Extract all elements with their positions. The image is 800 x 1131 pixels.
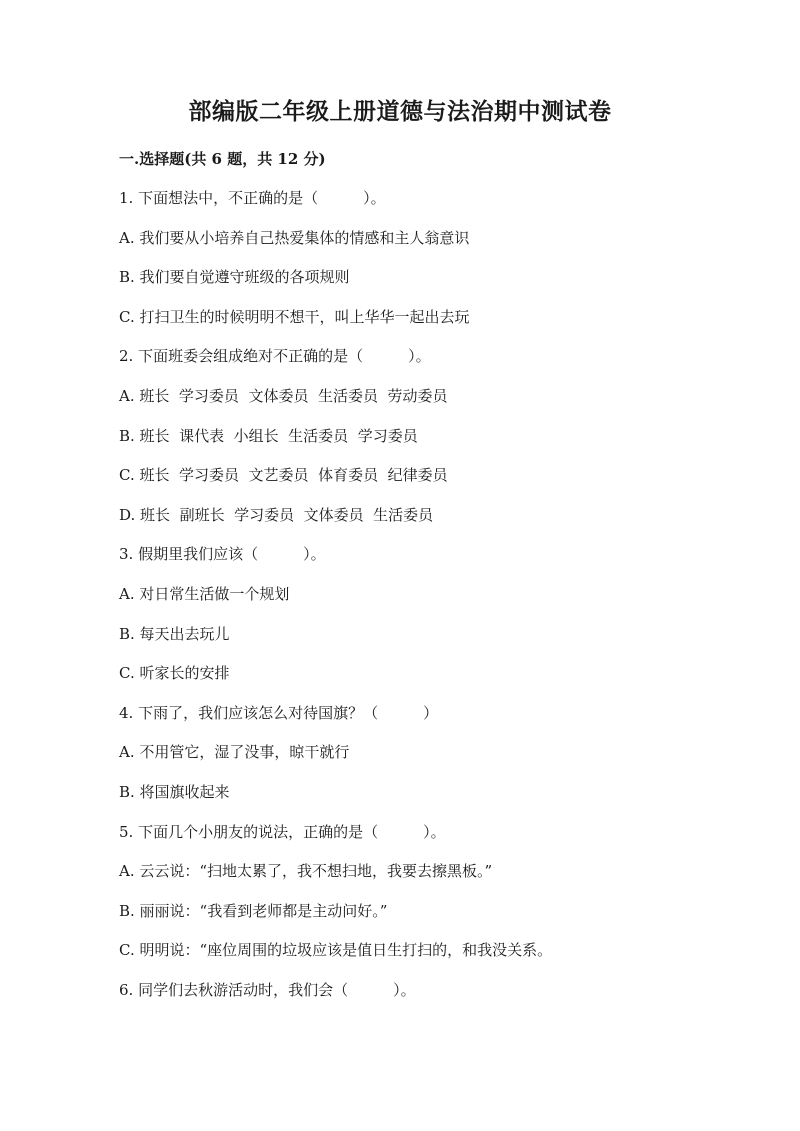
question-5-option-c: C. 明明说：“座位周围的垃圾应该是值日生打扫的，和我没关系。 (119, 941, 553, 960)
question-1-option-b: B. 我们要自觉遵守班级的各项规则 (119, 268, 350, 287)
question-1: 1. 下面想法中，不正确的是（ ）。 (119, 189, 386, 207)
question-3-option-c: C. 听家长的安排 (119, 664, 230, 683)
page-title: 部编版二年级上册道德与法治期中测试卷 (188, 98, 612, 125)
question-3-option-b: B. 每天出去玩儿 (119, 624, 230, 643)
question-2: 2. 下面班委会组成绝对不正确的是（ ）。 (119, 347, 431, 366)
question-5-option-b: B. 丽丽说：“我看到老师都是主动问好。” (119, 901, 388, 920)
question-5-option-a: A. 云云说：“扫地太累了，我不想扫地，我要去擦黑板。” (119, 862, 493, 881)
question-4-option-a: A. 不用管它，湿了没事，晾干就行 (119, 743, 350, 762)
question-list (119, 187, 719, 1018)
question-4-option-b: B. 将国旗收起来 (119, 782, 230, 801)
question-5: 5. 下面几个小朋友的说法，正确的是（ ）。 (119, 822, 446, 841)
question-6: 6. 同学们去秋游活动时，我们会（ ）。 (119, 980, 416, 999)
question-2-option-b: B. 班长 课代表 小组长 生活委员 学习委员 (119, 426, 418, 445)
question-1-option-a: A. 我们要从小培养自己热爱集体的情感和主人翁意识 (119, 228, 470, 247)
question-2-option-c: C. 班长 学习委员 文艺委员 体育委员 纪律委员 (119, 466, 448, 485)
question-2-option-a: A. 班长 学习委员 文体委员 生活委员 劳动委员 (119, 386, 448, 405)
section-heading: 一.选择题(共 6 题，共 12 分) (119, 150, 326, 168)
question-2-option-d: D. 班长 副班长 学习委员 文体委员 生活委员 (119, 505, 434, 524)
question-4: 4. 下雨了，我们应该怎么对待国旗？（ ） (119, 703, 439, 722)
question-1-option-c: C. 打扫卫生的时候明明不想干，叫上华华一起出去玩 (119, 307, 470, 326)
question-3: 3. 假期里我们应该（ ）。 (119, 545, 326, 564)
question-3-option-a: A. 对日常生活做一个规划 (119, 584, 290, 603)
